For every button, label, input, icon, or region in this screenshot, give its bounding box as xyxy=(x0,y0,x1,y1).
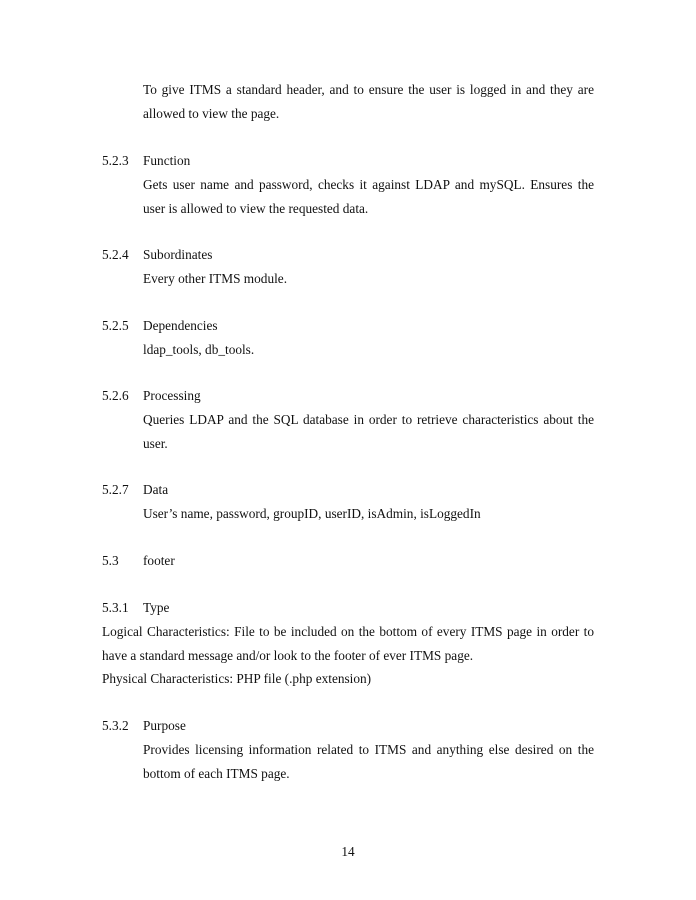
section-title-processing: Processing xyxy=(143,388,201,403)
page-number: 14 xyxy=(341,844,355,859)
section-title-purpose: Purpose xyxy=(143,718,186,733)
section-title-data: Data xyxy=(143,482,169,497)
section-number-5-3-2: 5.3.2 xyxy=(102,718,129,733)
processing-line-2: user. xyxy=(143,436,168,451)
processing-line-1: Queries LDAP and the SQL database in order to retrieve characteristics about the xyxy=(143,412,594,427)
purpose-line-1: Provides licensing information related to ITMS and anything else desired on the xyxy=(143,742,594,757)
section-number-5-2-4: 5.2.4 xyxy=(102,247,129,262)
function-line-2: user is allowed to view the requested data. xyxy=(143,201,369,216)
purpose-line-2: bottom of each ITMS page. xyxy=(143,766,290,781)
subordinates-line-1: Every other ITMS module. xyxy=(143,271,288,286)
intro-line-1: To give ITMS a standard header, and to ensure the user is logged in and they are xyxy=(143,82,594,97)
section-title-function: Function xyxy=(143,153,191,168)
section-number-5-3: 5.3 xyxy=(102,553,119,568)
section-title-type: Type xyxy=(143,600,170,615)
section-title-subordinates: Subordinates xyxy=(143,247,213,262)
section-number-5-2-5: 5.2.5 xyxy=(102,318,129,333)
section-number-5-2-3: 5.2.3 xyxy=(102,153,129,168)
data-line-1: User’s name, password, groupID, userID, isAdmin, isLoggedIn xyxy=(143,506,481,521)
section-number-5-2-7: 5.2.7 xyxy=(102,482,129,497)
dependencies-line-1: ldap_tools, db_tools. xyxy=(143,342,255,357)
section-title-footer: footer xyxy=(143,553,175,568)
intro-line-2: allowed to view the page. xyxy=(143,106,280,121)
section-title-dependencies: Dependencies xyxy=(143,318,218,333)
function-line-1: Gets user name and password, checks it against LDAP and mySQL. Ensures the xyxy=(143,177,594,192)
type-line-3: Physical Characteristics: PHP file (.php extension) xyxy=(102,671,372,686)
type-line-1: Logical Characteristics: File to be included on the bottom of every ITMS page in order to xyxy=(102,624,594,639)
type-line-2: have a standard message and/or look to the footer of ever ITMS page. xyxy=(102,648,474,663)
section-number-5-2-6: 5.2.6 xyxy=(102,388,129,403)
section-number-5-3-1: 5.3.1 xyxy=(102,600,129,615)
